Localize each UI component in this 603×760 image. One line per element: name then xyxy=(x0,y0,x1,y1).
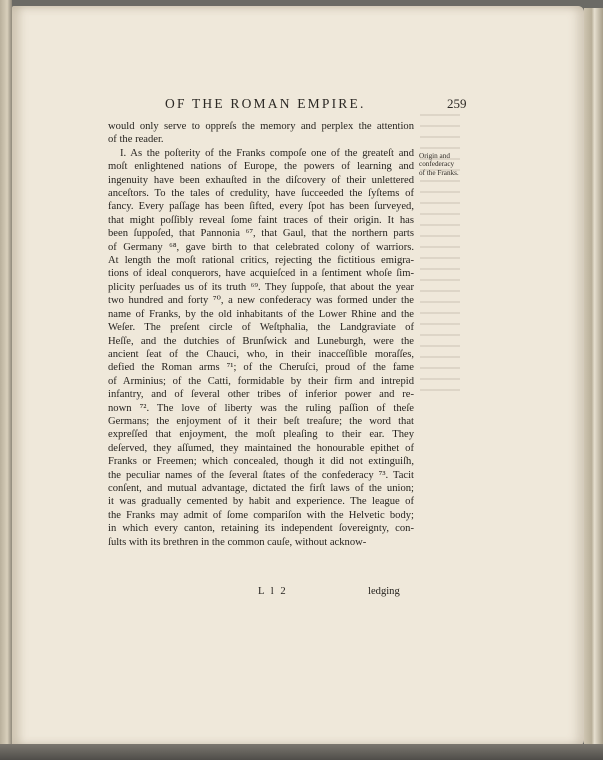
text-line: anceſtors. To the tales of credulity, have ſucceeded the ſyſtems of xyxy=(108,188,414,200)
text-line: Franks or Freemen; which concealed, though it did not extinguiſh, xyxy=(108,456,414,468)
text-line: the peculiar names of the ſeveral ſtates of the confederacy ⁷³. Tacit xyxy=(108,469,414,481)
text-line: it was gradually cemented by habit and experience. The league of xyxy=(108,496,414,508)
text-line: infantry, and of ſeveral other tribes of inferior power and re- xyxy=(108,389,414,401)
text-line: name of Franks, by the old inhabitants of the Lower Rhine and the xyxy=(108,308,414,320)
margin-note-line: of the Franks. xyxy=(419,168,459,177)
text-line: Germans; the enjoyment of it their beſt treaſure; the word that xyxy=(108,415,414,427)
text-line: defied the Roman arms ⁷¹; of the Cheruſci, proud of the fame xyxy=(108,362,414,374)
text-line: conſent, and mutual advantage, dictated the firſt laws of the union; xyxy=(108,482,414,494)
text-line: deſerved, they aſſumed, they maintained the honourable epithet of xyxy=(108,442,414,454)
text-line: of Germany ⁶⁸, gave birth to that celebrated colony of warriors. xyxy=(108,241,414,253)
facing-page-edge xyxy=(0,0,12,760)
page-number: 259 xyxy=(447,96,467,111)
text-line: that might poſſibly reveal ſome faint traces of their origin. It has xyxy=(108,214,414,226)
page-fore-edge xyxy=(584,8,603,744)
text-line: ingenuity have been exhauſted in the diſcovery of their unlettered xyxy=(108,174,414,186)
margin-note-line: confederacy xyxy=(419,160,455,169)
text-line: of Arminius; of the Catti, formidable by their firm and intrepid xyxy=(108,375,414,387)
margin-note-line: Origin and xyxy=(419,152,450,160)
signature-mark: L l 2 xyxy=(258,586,288,597)
text-line: fancy. Every paſſage has been ſifted, every ſpot has been ſurveyed, xyxy=(108,201,414,213)
text-line: two hundred and forty ⁷⁰, a new confederacy was formed under the xyxy=(108,295,414,307)
scan-bottom-shadow xyxy=(0,744,603,760)
text-line: moſt enlightened nations of Europe, the powers of learning and xyxy=(108,161,414,173)
text-line: of the reader. xyxy=(108,134,164,146)
text-line: expreſſed that enjoyment, the moſt pleaſing to their ear. They xyxy=(108,429,414,441)
text-line: in which every canton, retaining its independent ſovereignty, con- xyxy=(108,523,414,535)
margin-note xyxy=(419,152,479,177)
catchword: ledging xyxy=(368,586,400,597)
running-head: OF THE ROMAN EMPIRE. xyxy=(165,96,366,111)
text-line: Heſſe, and the dutchies of Brunſwick and Luneburgh, were the xyxy=(108,335,414,347)
body-text xyxy=(108,120,414,549)
text-line: nown ⁷². The love of liberty was the ruling paſſion of theſe xyxy=(108,402,414,414)
text-line: ancient ſeat of the Chauci, who, in their inacceſſible moraſſes, xyxy=(108,348,414,360)
text-line: ſults with its brethren in the common cauſe, without acknow- xyxy=(108,536,367,548)
text-line: At length the moſt rational critics, rejecting the fictitious emigra- xyxy=(108,255,414,267)
text-line: the Franks may admit of ſome compariſon with the Helvetic body; xyxy=(108,509,414,521)
text-line: Weſer. The preſent circle of Weſtphalia, the Landgraviate of xyxy=(108,322,414,334)
text-line: been ſuppoſed, that Pannonia ⁶⁷, that Gaul, that the northern parts xyxy=(108,228,414,240)
text-line: I. As the poſterity of the Franks compoſe one of the greateſt and xyxy=(120,147,414,159)
text-line: plicity perſuades us of its truth ⁶⁹. They ſuppoſe, that about the year xyxy=(108,281,414,293)
text-line: tions of ideal conquerors, have acquieſced in a ſentiment whoſe ſim- xyxy=(108,268,414,280)
text-line: would only serve to oppreſs the memory and perplex the attention xyxy=(108,121,414,132)
show-through-text xyxy=(420,105,460,395)
